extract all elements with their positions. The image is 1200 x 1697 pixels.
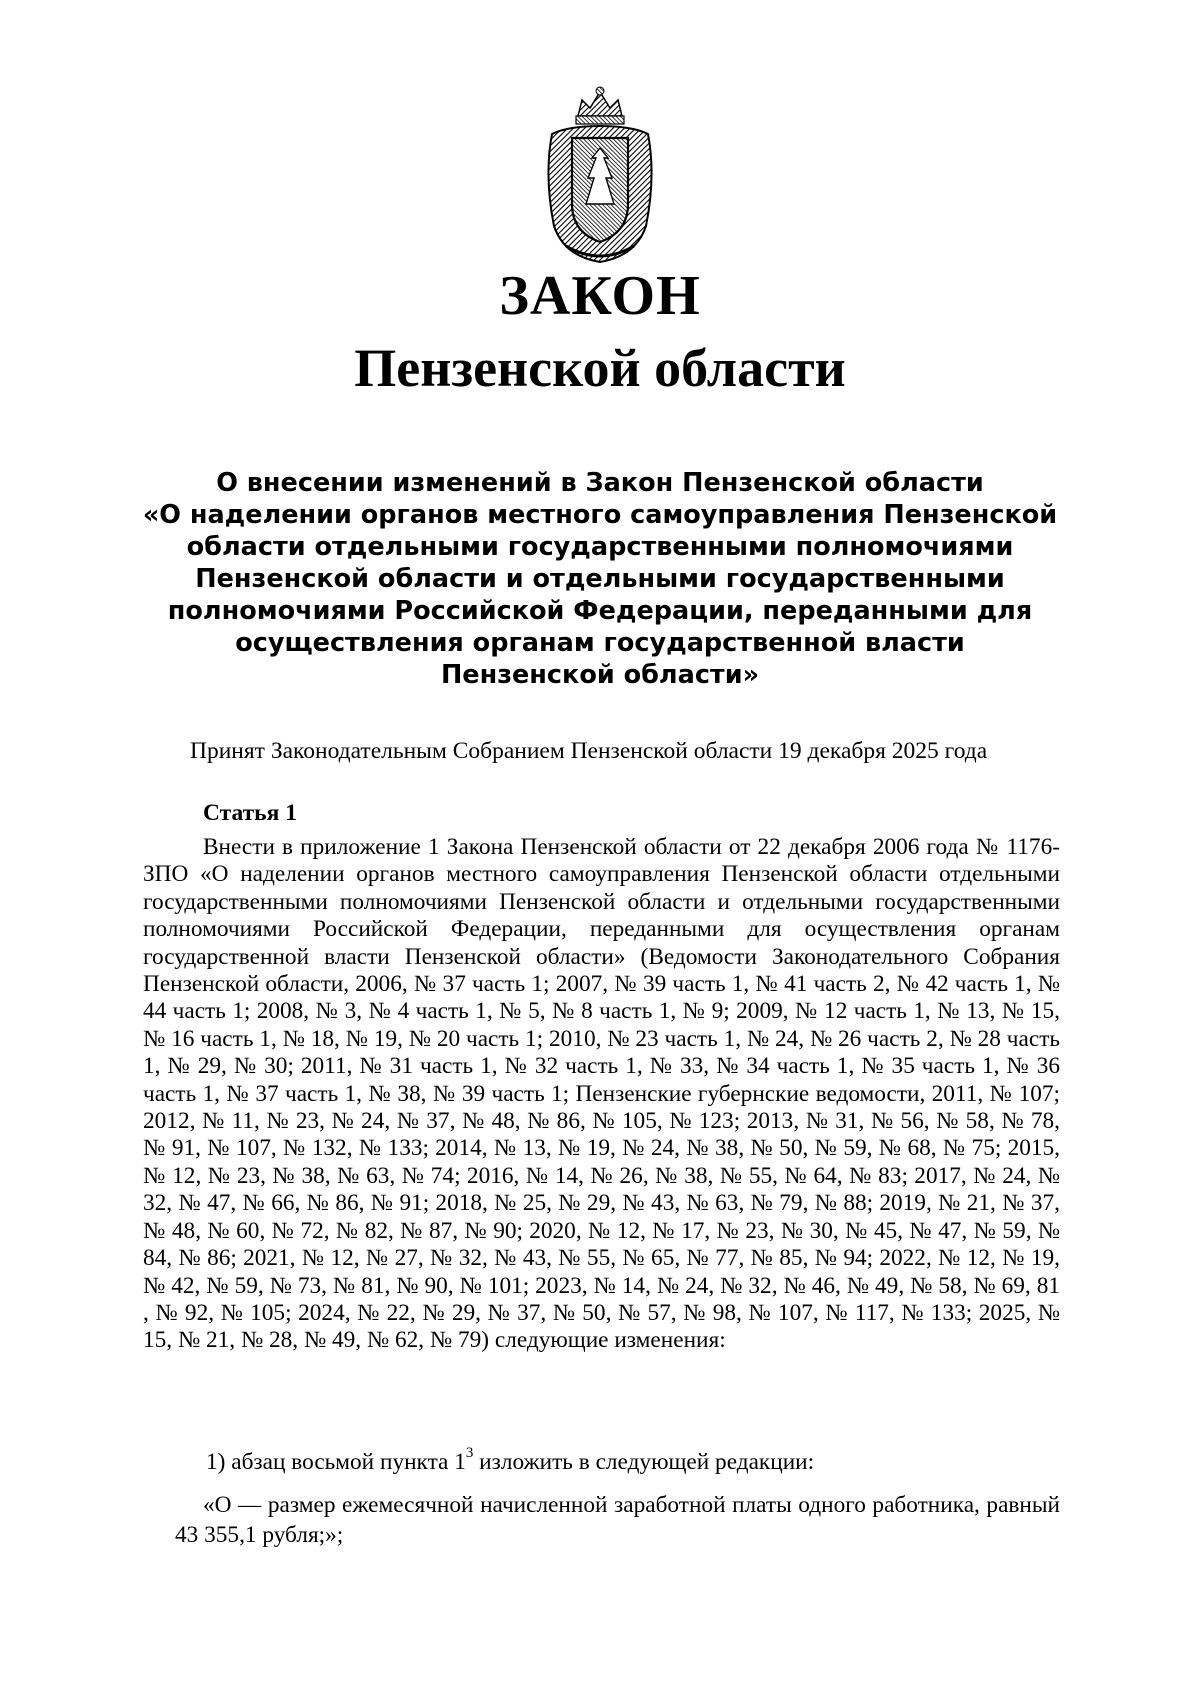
law-subject: [140, 467, 1060, 691]
law-region: Пензенской области: [354, 338, 846, 398]
law-title: ЗАКОН: [499, 265, 701, 327]
subject-line: «О наделении органов местного самоуправления Пензенской: [142, 500, 1058, 530]
amendment-quote: «О — размер ежемесячной начисленной заработной платы одного работника, равный 43 355,1 рубля;»;: [175, 1492, 1060, 1548]
subject-line: Пензенской области»: [440, 660, 760, 690]
amendment-item: [206, 1447, 814, 1477]
item-suffix: изложить в следующей редакции:: [473, 1449, 815, 1475]
subject-line: полномочиями Российской Федерации, переданными для: [167, 596, 1033, 626]
coat-of-arms-icon: [530, 86, 670, 266]
subject-line: области отдельными государственными полномочиями: [186, 532, 1014, 562]
article-body: Внести в приложение 1 Закона Пензенской области от 22 декабря 2006 года № 1176-ЗПО «О наделении органов местного самоуправления Пензенской области отдельными государственными полномочиями Пензенской области и отдельными государственными полномочиями Российской Федерации, переданными для осуществления органам государственной власти Пензенской области» (Ведомости Законодательного Собрания Пензенской области, 2006, № 37 часть 1; 2007, № 39 часть 1, № 41 часть 2, № 42 часть 1, № 44 часть 1; 2008, № 3, № 4 часть 1, № 5, № 8 часть 1, № 9; 2009, № 12 часть 1, № 13, № 15, № 16 часть 1, № 18, № 19, № 20 часть 1; 2010, № 23 часть 1, № 24, № 26 часть 2, № 28 часть 1, № 29, № 30; 2011, № 31 часть 1, № 32 часть 1, № 33, № 34 часть 1, № 35 часть 1, № 36 часть 1, № 37 часть 1, № 38, № 39 часть 1; Пензенские губернские ведомости, 2011, № 107; 2012, № 11, № 23, № 24, № 37, № 48, № 86, № 105, № 123; 2013, № 31, № 56, № 58, № 78, № 91, № 107, № 132, № 133; 2014, № 13, № 19, № 24, № 38, № 50, № 59, № 68, № 75; 2015, № 12, № 23, № 38, № 63, № 74; 2016, № 14, № 26, № 38, № 55, № 64, № 83; 2017, № 24, № 32, № 47, № 66, № 86, № 91; 2018, № 25, № 29, № 43, № 63, № 79, № 88; 2019, № 21, № 37, № 48, № 60, № 72, № 82, № 87, № 90; 2020, № 12, № 17, № 23, № 30, № 45, № 47, № 59, № 84, № 86; 2021, № 12, № 27, № 32, № 43, № 55, № 65, № 77, № 85, № 94; 2022, № 12, № 19, № 42, № 59, № 73, № 81, № 90, № 101; 2023, № 14, № 24, № 32, № 46, № 49, № 58, № 69, 81 , № 92, № 105; 2024, № 22, № 29, № 37, № 50, № 57, № 98, № 107, № 117, № 133; 2025, № 15, № 21, № 28, № 49, № 62, № 79) следующие изменения:: [143, 834, 1060, 1354]
subject-line: О внесении изменений в Закон Пензенской области: [216, 468, 984, 498]
subject-line: осуществления органам государственной власти: [235, 628, 965, 658]
adoption-note: Принят Законодательным Собранием Пензенской области 19 декабря 2025 года: [190, 738, 988, 764]
item-prefix: 1) абзац восьмой пункта 1: [206, 1449, 466, 1475]
article-heading: Статья 1: [203, 800, 297, 826]
item-superscript: 3: [465, 1445, 474, 1462]
subject-line: Пензенской области и отдельными государственными: [195, 564, 1005, 594]
